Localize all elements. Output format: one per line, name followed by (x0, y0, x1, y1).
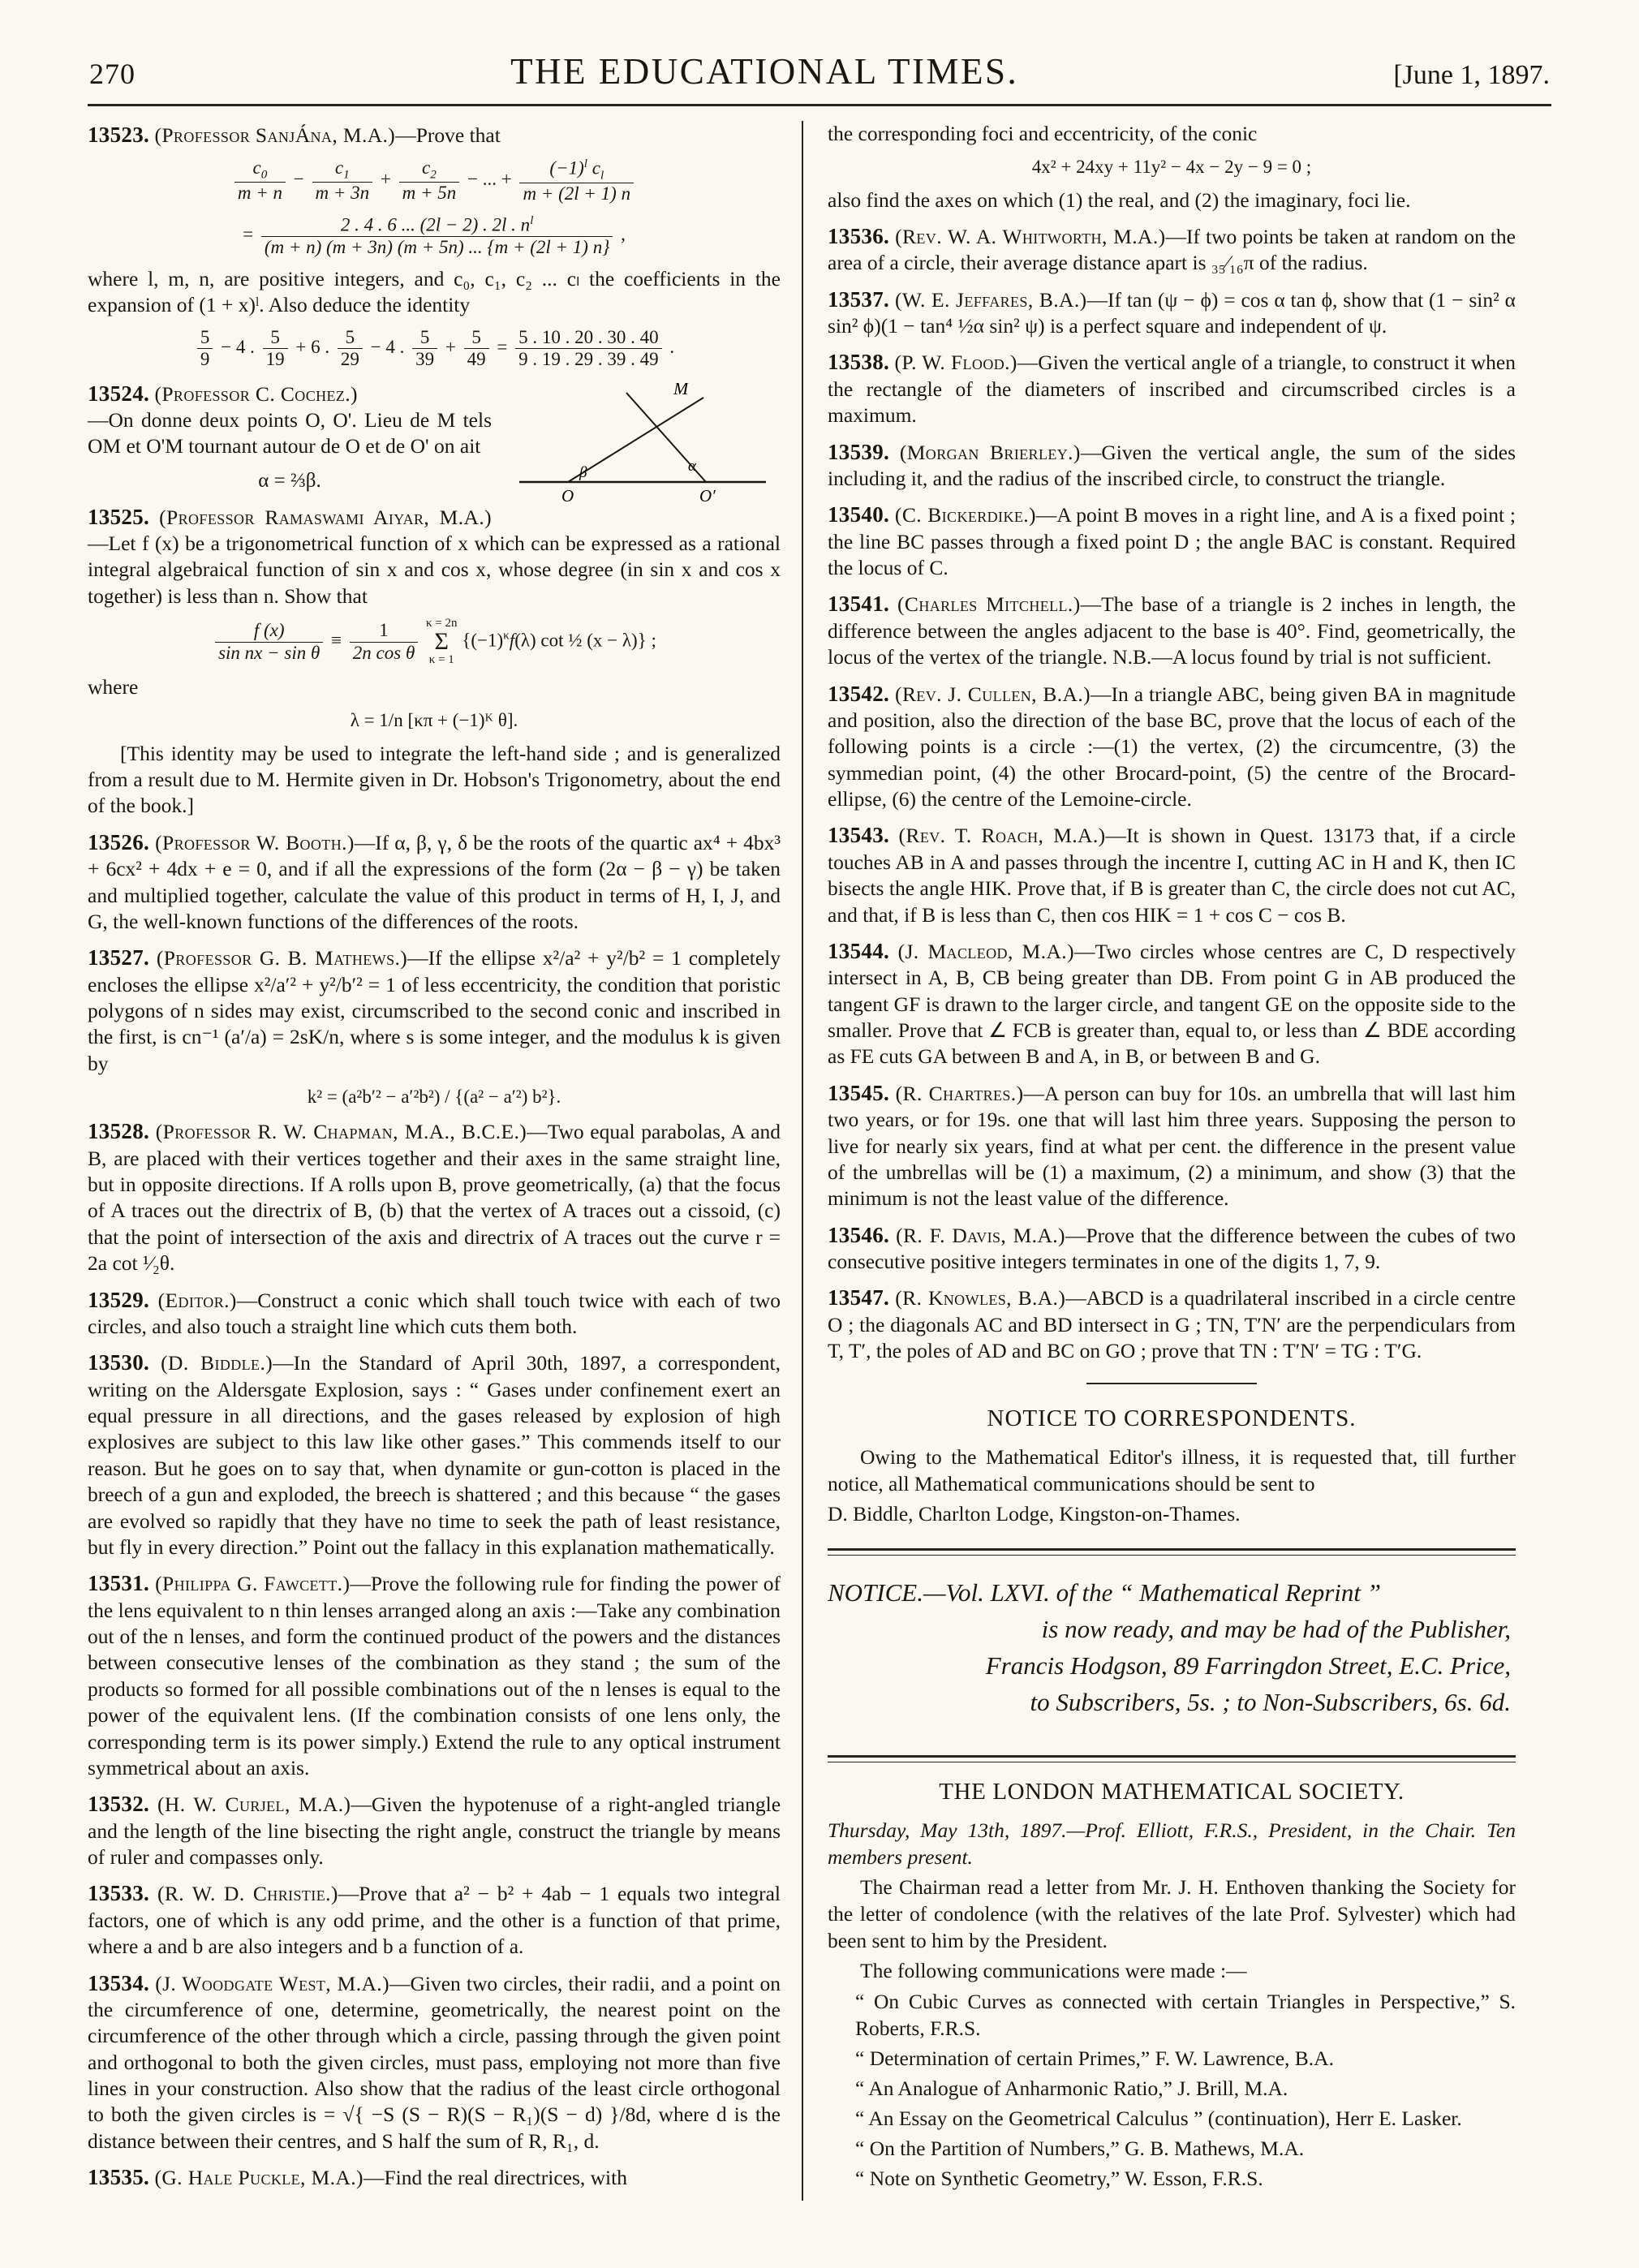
problem-number: 13545. (828, 1080, 890, 1105)
advert-line-4: to Subscribers, 5s. ; to Non-Subscribers, 6s. 6d. (1030, 1687, 1511, 1716)
problem-number: 13531. (88, 1571, 150, 1596)
equation-13523-a: $\frac{c_0}{m + n}$ − $\frac{c_1}{m + 3n}$ + $\frac{c_2}{m + 5n}$ − ... + $\frac{(-1)^l c_l}{m + (2l + 1) n}$ (88, 157, 781, 204)
problem-13523-tail: where l, m, n, are positive integers, and c₀, c₁, c₂ ... cₗ the coefficients in the expansion of (1 + x)ˡ. Also deduce the identity (88, 267, 781, 317)
problem-number: 13527. (88, 945, 150, 970)
problem-text: —In a triangle ABC, being given BA in magnitude and position, also the direction of the base BC, prove that the locus of each of the following points is a circle :—(1) the vertex, (2) the circumcentre, (3) the symmedian point, (4) the other Brocard-point, (5) the centre of the Brocard-ellipse, (6) the centre of the Lemoine-circle. (828, 682, 1516, 811)
publication-title: THE EDUCATIONAL TIMES. (510, 51, 1019, 92)
problem-number: 13525. (88, 504, 150, 529)
problem-13531 (88, 1569, 781, 1781)
problem-13537 (828, 286, 1516, 340)
problem-13535 (88, 2163, 781, 2191)
problem-attribution: (Professor Ramaswami Aiyar, M.A.) (159, 505, 492, 529)
advert-top-rule (828, 1548, 1516, 1556)
problem-attribution: (R. Chartres.) (895, 1081, 1024, 1105)
page-number: 270 (89, 58, 136, 90)
problem-attribution: (Morgan Brierley.) (899, 440, 1081, 464)
problem-text: —Find the real directrices, with (363, 2166, 627, 2190)
equation-13523-b: = $\frac{2 . 4 . 6 ... (2l - 2) . 2l . n^l}{(m + n) (m + 3n) (m + 5n) ... \{m + (2l + 1) n\}}$ , (243, 213, 626, 257)
problem-attribution: (R. Knowles, B.A.) (895, 1286, 1066, 1310)
problem-number: 13530. (88, 1350, 150, 1375)
society-communication: “ Determination of certain Primes,” F. W. Lawrence, B.A. (855, 2046, 1334, 2070)
problem-attribution: (C. Bickerdike.) (894, 503, 1036, 527)
notice-heading: NOTICE TO CORRESPONDENTS. (987, 1405, 1357, 1431)
society-communication: “ Note on Synthetic Geometry,” W. Esson, F.R.S. (855, 2167, 1263, 2191)
problem-number: 13532. (88, 1792, 150, 1817)
problem-text: —If tan (ψ − ϕ) = cos α tan ϕ, show that (1 − sin² α sin² ϕ)(1 − tan⁴ ½α sin² ψ) is a perfect square and independent of ψ. (828, 287, 1516, 338)
problem-number: 13535. (88, 2165, 150, 2190)
problem-number: 13547. (828, 1285, 890, 1310)
problem-text: —A person can buy for 10s. an umbrella that will last him two years, or for 19s. one that will last him three years. Supposing the person to live for nearly six years, find at what per cent. the difference in the present value of the umbrellas will be (1) a maximum, (2) a minimum, and show (3) that the minimum is not the least value of the difference. (828, 1081, 1516, 1211)
problem-13542 (828, 680, 1516, 813)
problem-13540 (828, 501, 1516, 581)
left-column (88, 121, 802, 2201)
problem-number: 13529. (88, 1287, 150, 1312)
problem-text: —Given the hypotenuse of a right-angled triangle and the length of the line bisecting the right angle, construct the triangle by means of ruler and compasses only. (88, 1792, 781, 1870)
problem-text: —Given the vertical angle, the sum of the sides including it, and the radius of the inscribed circle, to construct the triangle. (828, 440, 1516, 490)
problem-text: —It is shown in Quest. 13173 that, if a circle touches AB in A and passes through the incentre I, cutting AC in H and K, then IC bisects the angle HIK. Prove that, if B is greater than C, the circle does not cut AC, and that, if B is less than C, then cos HIK = 1 + cos C − cos B. (828, 824, 1516, 927)
society-date-line: Thursday, May 13th, 1897.—Prof. Elliott, F.R.S., President, in the Chair. Ten members present. (828, 1818, 1516, 1869)
problem-text: —On donne deux points O, O'. Lieu de M tels OM et O'M tournant autour de O et de O' on ait (88, 408, 492, 458)
problem-text: —If α, β, γ, δ be the roots of the quartic ax⁴ + 4bx³ + 6cx² + 4dx + e = 0, and if all the expressions of the form (2α − β − γ) be taken and multiplied together, calculate the value of this product in terms of H, I, J, and G, the well-known functions of the differences of the roots. (88, 830, 781, 933)
svg-text:β: β (579, 463, 587, 481)
equation-13523-c: $\frac{5}{9}$ − 4 . $\frac{5}{19}$ + 6 . $\frac{5}{29}$ − 4 . $\frac{5}{39}$ + $\frac{5}{49}$ = $\frac{5 . 10 . 20 . 30 . 40}{9 . 19 . 29 . 39 . 49}$ . (88, 327, 781, 371)
equation-13535: 4x² + 24xy + 11y² − 4x − 2y − 9 = 0 ; (1031, 157, 1312, 178)
svg-text:M: M (673, 382, 689, 398)
problem-attribution: (Professor C. Cochez.) (154, 381, 358, 406)
problem-number: 13536. (828, 223, 890, 248)
problem-13539 (828, 438, 1516, 493)
issue-date: [June 1, 1897. (1393, 60, 1550, 90)
problem-text: —Two equal parabolas, A and B, are placed with their vertices together and their axes in the same straight line, but in opposite directions. If A rolls upon B, prove geometrically, (a) that the focus of A traces out the directrix of B, (b) that the vertex of A traces out a cissoid, (c) that the point of intersection of the axis and directrix of A traces out the curve r = 2a cot ¹⁄₂θ. (88, 1120, 781, 1276)
problem-attribution: (J. Woodgate West, M.A.) (155, 1971, 389, 1995)
problem-attribution: (Philippa G. Fawcett.) (155, 1572, 351, 1596)
problem-13533 (88, 1879, 781, 1960)
problem-attribution: (H. W. Curjel, M.A.) (157, 1792, 351, 1817)
problem-attribution: (Professor R. W. Chapman, M.A., B.C.E.) (155, 1120, 527, 1144)
problem-number: 13533. (88, 1881, 150, 1906)
problem-text: —Let f (x) be a trigonometrical function of x which can be expressed as a rational integral algebraical function of sin x and cos x, whose degree (in sin x and cos x together) is less than n. Show that (88, 531, 781, 608)
problem-number: 13528. (88, 1119, 150, 1144)
problem-attribution: (Professor W. Booth.) (155, 830, 355, 854)
problem-number: 13534. (88, 1970, 150, 1995)
problem-attribution: (R. W. D. Christie.) (157, 1882, 338, 1906)
two-column-body (0, 106, 1639, 2233)
svg-text:O: O (561, 485, 574, 505)
problem-attribution: (Rev. J. Cullen, B.A.) (895, 682, 1091, 706)
advert-line-1: NOTICE.—Vol. LXVI. of the “ Mathematical Reprint ” (828, 1578, 1381, 1607)
notice-body: Owing to the Mathematical Editor's illness, it is requested that, till further notice, all Mathematical communications should be sent to (828, 1444, 1516, 1496)
society-para-2: The following communications were made :— (860, 1959, 1247, 1983)
problem-text: —A point B moves in a right line, and A is a fixed point ; the line BC passes through a fixed point D ; the angle BAC is constant. Required the locus of C. (828, 503, 1516, 580)
continuation-text: the corresponding foci and eccentricity, of the conic (828, 122, 1258, 145)
problem-attribution: (Charles Mitchell.) (897, 592, 1081, 617)
problem-13541 (828, 590, 1516, 670)
problem-attribution: (J. Macleod, M.A.) (897, 939, 1074, 963)
problem-13526 (88, 828, 781, 936)
equation-13527: k² = (a²b′² − a′²b²) / {(a² − a′²) b²}. (307, 1087, 561, 1108)
right-column (802, 121, 1516, 2201)
equation-13524: α = ⅔β. (258, 469, 321, 492)
problem-13545 (828, 1079, 1516, 1212)
society-para-1: The Chairman read a letter from Mr. J. H. Enthoven thanking the Society for the letter of condolence (with the relatives of the late Prof. Sylvester) which had been sent to him by the President. (828, 1875, 1516, 1953)
problem-13535-continued (828, 121, 1516, 213)
figure-13524 (505, 383, 781, 505)
problem-13529 (88, 1286, 781, 1341)
problem-13538 (828, 348, 1516, 428)
problem-text: —Prove the following rule for finding the power of the lens equivalent to n thin lenses arranged along an axis :—Take any combination out of the n lenses, and form the continued product of the powers and the distances between consecutive lenses of the combination as they stand ; the sum of the products so formed for all possible combinations out of the n lenses is equal to the power of the equivalent lens. (If the combination consists of one lens only, the corresponding term is its power simply.) Extend the rule to any optical instrument symmetrical about an axis. (88, 1572, 781, 1780)
problem-13544 (828, 937, 1516, 1070)
problem-13543 (828, 821, 1516, 928)
advert-bottom-rule (828, 1755, 1516, 1762)
problem-13534 (88, 1969, 781, 2155)
notice-address: D. Biddle, Charlton Lodge, Kingston-on-Thames. (828, 1501, 1241, 1526)
problem-text: —ABCD is a quadrilateral inscribed in a circle centre O ; the diagonals AC and BD intersect in G ; TN, T′N′ are the perpendiculars from T, T′, the poles of AD and BC on GO ; prove that TN : T′N′ = TG : T′G. (828, 1286, 1516, 1363)
problem-text: —Prove that (395, 123, 501, 147)
problem-13523 (88, 121, 781, 371)
problem-13532 (88, 1790, 781, 1870)
problem-attribution: (Professor G. B. Mathews.) (156, 946, 408, 970)
society-communication: “ On Cubic Curves as connected with certain Triangles in Perspective,” S. Roberts, F.R.S. (855, 1989, 1516, 2040)
society-heading: THE LONDON MATHEMATICAL SOCIETY. (939, 1778, 1405, 1805)
problem-text: —Construct a conic which shall touch twice with each of two circles, and also touch a straight line which cuts them both. (88, 1288, 781, 1338)
problem-text: —Given two circles, their radii, and a point on the circumference of one, determine, geometrically, the nearest point on the circumference of the other through which a circle, passing through the given point and orthogonal to both the given circles, must pass, employing not more than five lines in your construction. Also show that the radius of the least circle orthogonal to both the given circles is = √{ −S (S − R)(S − R₁)(S − d) }/8d, where d is the distance between their centres, and S half the sum of R, R₁, d. (88, 1971, 781, 2153)
problem-attribution: (Rev. W. A. Whitworth, M.A.) (895, 224, 1166, 248)
problem-number: 13543. (828, 823, 890, 848)
problem-13525-note: [This identity may be used to integrate the left-hand side ; and is generalized from a result due to M. Hermite given in Dr. Hobson's Trigonometry, about the end of the book.] (88, 741, 781, 818)
society-communication: “ An Essay on the Geometrical Calculus ” (continuation), Herr E. Lasker. (855, 2107, 1462, 2131)
equation-13525-lambda: λ = 1/n [κπ + (−1)ᴷ θ]. (350, 710, 518, 731)
problem-text: —If the ellipse x²/a² + y²/b² = 1 completely encloses the ellipse x²/a′² + y²/b′² = 1 of less eccentricity, the condition that poristic polygons of n sides may exist, circumscribed to the second conic and inscribed in the first, is cn⁻¹ (a′/a) = 2sK/n, where s is some integer, and the modulus k is given by (88, 946, 781, 1075)
problem-text: —In the Standard of April 30th, 1897, a correspondent, writing on the Aldersgate Explosion, says : “ Gases under confinement exert an equal pressure in all directions, and the gases released by explosion of high explosives are subject to this law like other gases.” This commends itself to our reason. But he goes on to say that, when dynamite or gun-cotton is placed in the breech of a gun and exploded, the breech is shattered ; and this because “ the gases are evolved so rapidly that they have no time to seek the path of least resistance, but fly in every direction.” Point out the fallacy in this explanation mathematically. (88, 1351, 781, 1559)
problem-attribution: (R. F. Davis, M.A.) (896, 1223, 1065, 1247)
equation-13525: $\frac{f (x)}{\text{sin nx − sin θ}}$ ≡ $\frac{1}{\text{2n cos θ}}$ κ = 2n Σ κ = 1 {$(-1)^\kappa f(\lambda)$ cot ½ (x − λ)} ; (88, 618, 781, 666)
advert-line-2: is now ready, and may be had of the Publisher, (1041, 1614, 1511, 1643)
problem-text: —The base of a triangle is 2 inches in length, the difference between the angles adjacent to the base is 40°. Find, geometrically, the locus of the vertex of the triangle. N.B.—A locus found by trial is not sufficient. (828, 592, 1516, 669)
problem-number: 13526. (88, 829, 150, 854)
problem-text: —Prove that a² − b² + 4ab − 1 equals two integral factors, one of which is any odd prime, and the other is a function of that prime, where a and b are also integers and b a function of a. (88, 1882, 781, 1959)
problem-attribution: (P. W. Flood.) (894, 351, 1017, 375)
problem-13528 (88, 1117, 781, 1276)
problem-13524 (88, 380, 781, 505)
problem-13525-where: where (88, 675, 139, 699)
problem-attribution: (Rev. T. Roach, M.A.) (898, 824, 1106, 848)
problem-number: 13523. (88, 123, 150, 147)
problem-attribution: (Professor SanjÁna, M.A.) (154, 123, 396, 147)
section-divider-rule (1086, 1383, 1257, 1384)
problem-text: —Given the vertical angle of a triangle, to construct it when the rectangle of the diameters of inscribed and circumscribed circles is a maximum. (828, 351, 1516, 428)
page-masthead (0, 0, 1639, 93)
advert-line-3: Francis Hodgson, 89 Farringdon Street, E.C. Price, (985, 1650, 1511, 1680)
problem-attribution: (G. Hale Puckle, M.A.) (154, 2166, 364, 2190)
problem-text: —Prove that the difference between the cubes of two consecutive positive integers terminates in one of the digits 1, 7, 9. (828, 1223, 1516, 1274)
problem-13525 (88, 503, 781, 820)
problem-number: 13539. (828, 439, 890, 464)
society-communication: “ An Analogue of Anharmonic Ratio,” J. Brill, M.A. (855, 2076, 1288, 2101)
advertisement (828, 1564, 1516, 1734)
problem-attribution: (W. E. Jeffares, B.A.) (894, 287, 1087, 312)
problem-13527 (88, 944, 781, 1108)
problem-text: —If two points be taken at random on the area of a circle, their average distance apart is ₃₅⁄₁₆π of the radius. (828, 224, 1516, 275)
problem-number: 13540. (828, 502, 890, 527)
problem-13547 (828, 1284, 1516, 1364)
continuation-text-2: also find the axes on which (1) the real, and (2) the imaginary, foci lie. (828, 187, 1411, 212)
problem-number: 13542. (828, 681, 890, 706)
society-communication: “ On the Partition of Numbers,” G. B. Mathews, M.A. (855, 2137, 1305, 2161)
problem-number: 13546. (828, 1222, 890, 1247)
problem-number: 13537. (828, 286, 890, 312)
problem-number: 13541. (828, 592, 890, 617)
problem-13546 (828, 1221, 1516, 1276)
problem-attribution: (D. Biddle.) (161, 1351, 273, 1375)
problem-number: 13538. (828, 350, 890, 375)
problem-number: 13544. (828, 938, 890, 963)
problem-text: —Two circles whose centres are C, D respectively intersect in A, B, CB being greater than DB. From point G in AB produced the tangent GF is drawn to the larger circle, and tangent GE on the opposite side to the smaller. Prove that ∠ FCB is greater than, equal to, or less than ∠ BDE according as FE cuts GA between B and A, in B, or between B and G. (828, 939, 1516, 1069)
problem-attribution: (Editor.) (157, 1288, 237, 1312)
problem-13530 (88, 1349, 781, 1560)
problem-13536 (828, 222, 1516, 277)
svg-text:O′: O′ (699, 485, 716, 505)
problem-number: 13524. (88, 381, 150, 406)
svg-text:α: α (688, 457, 696, 475)
